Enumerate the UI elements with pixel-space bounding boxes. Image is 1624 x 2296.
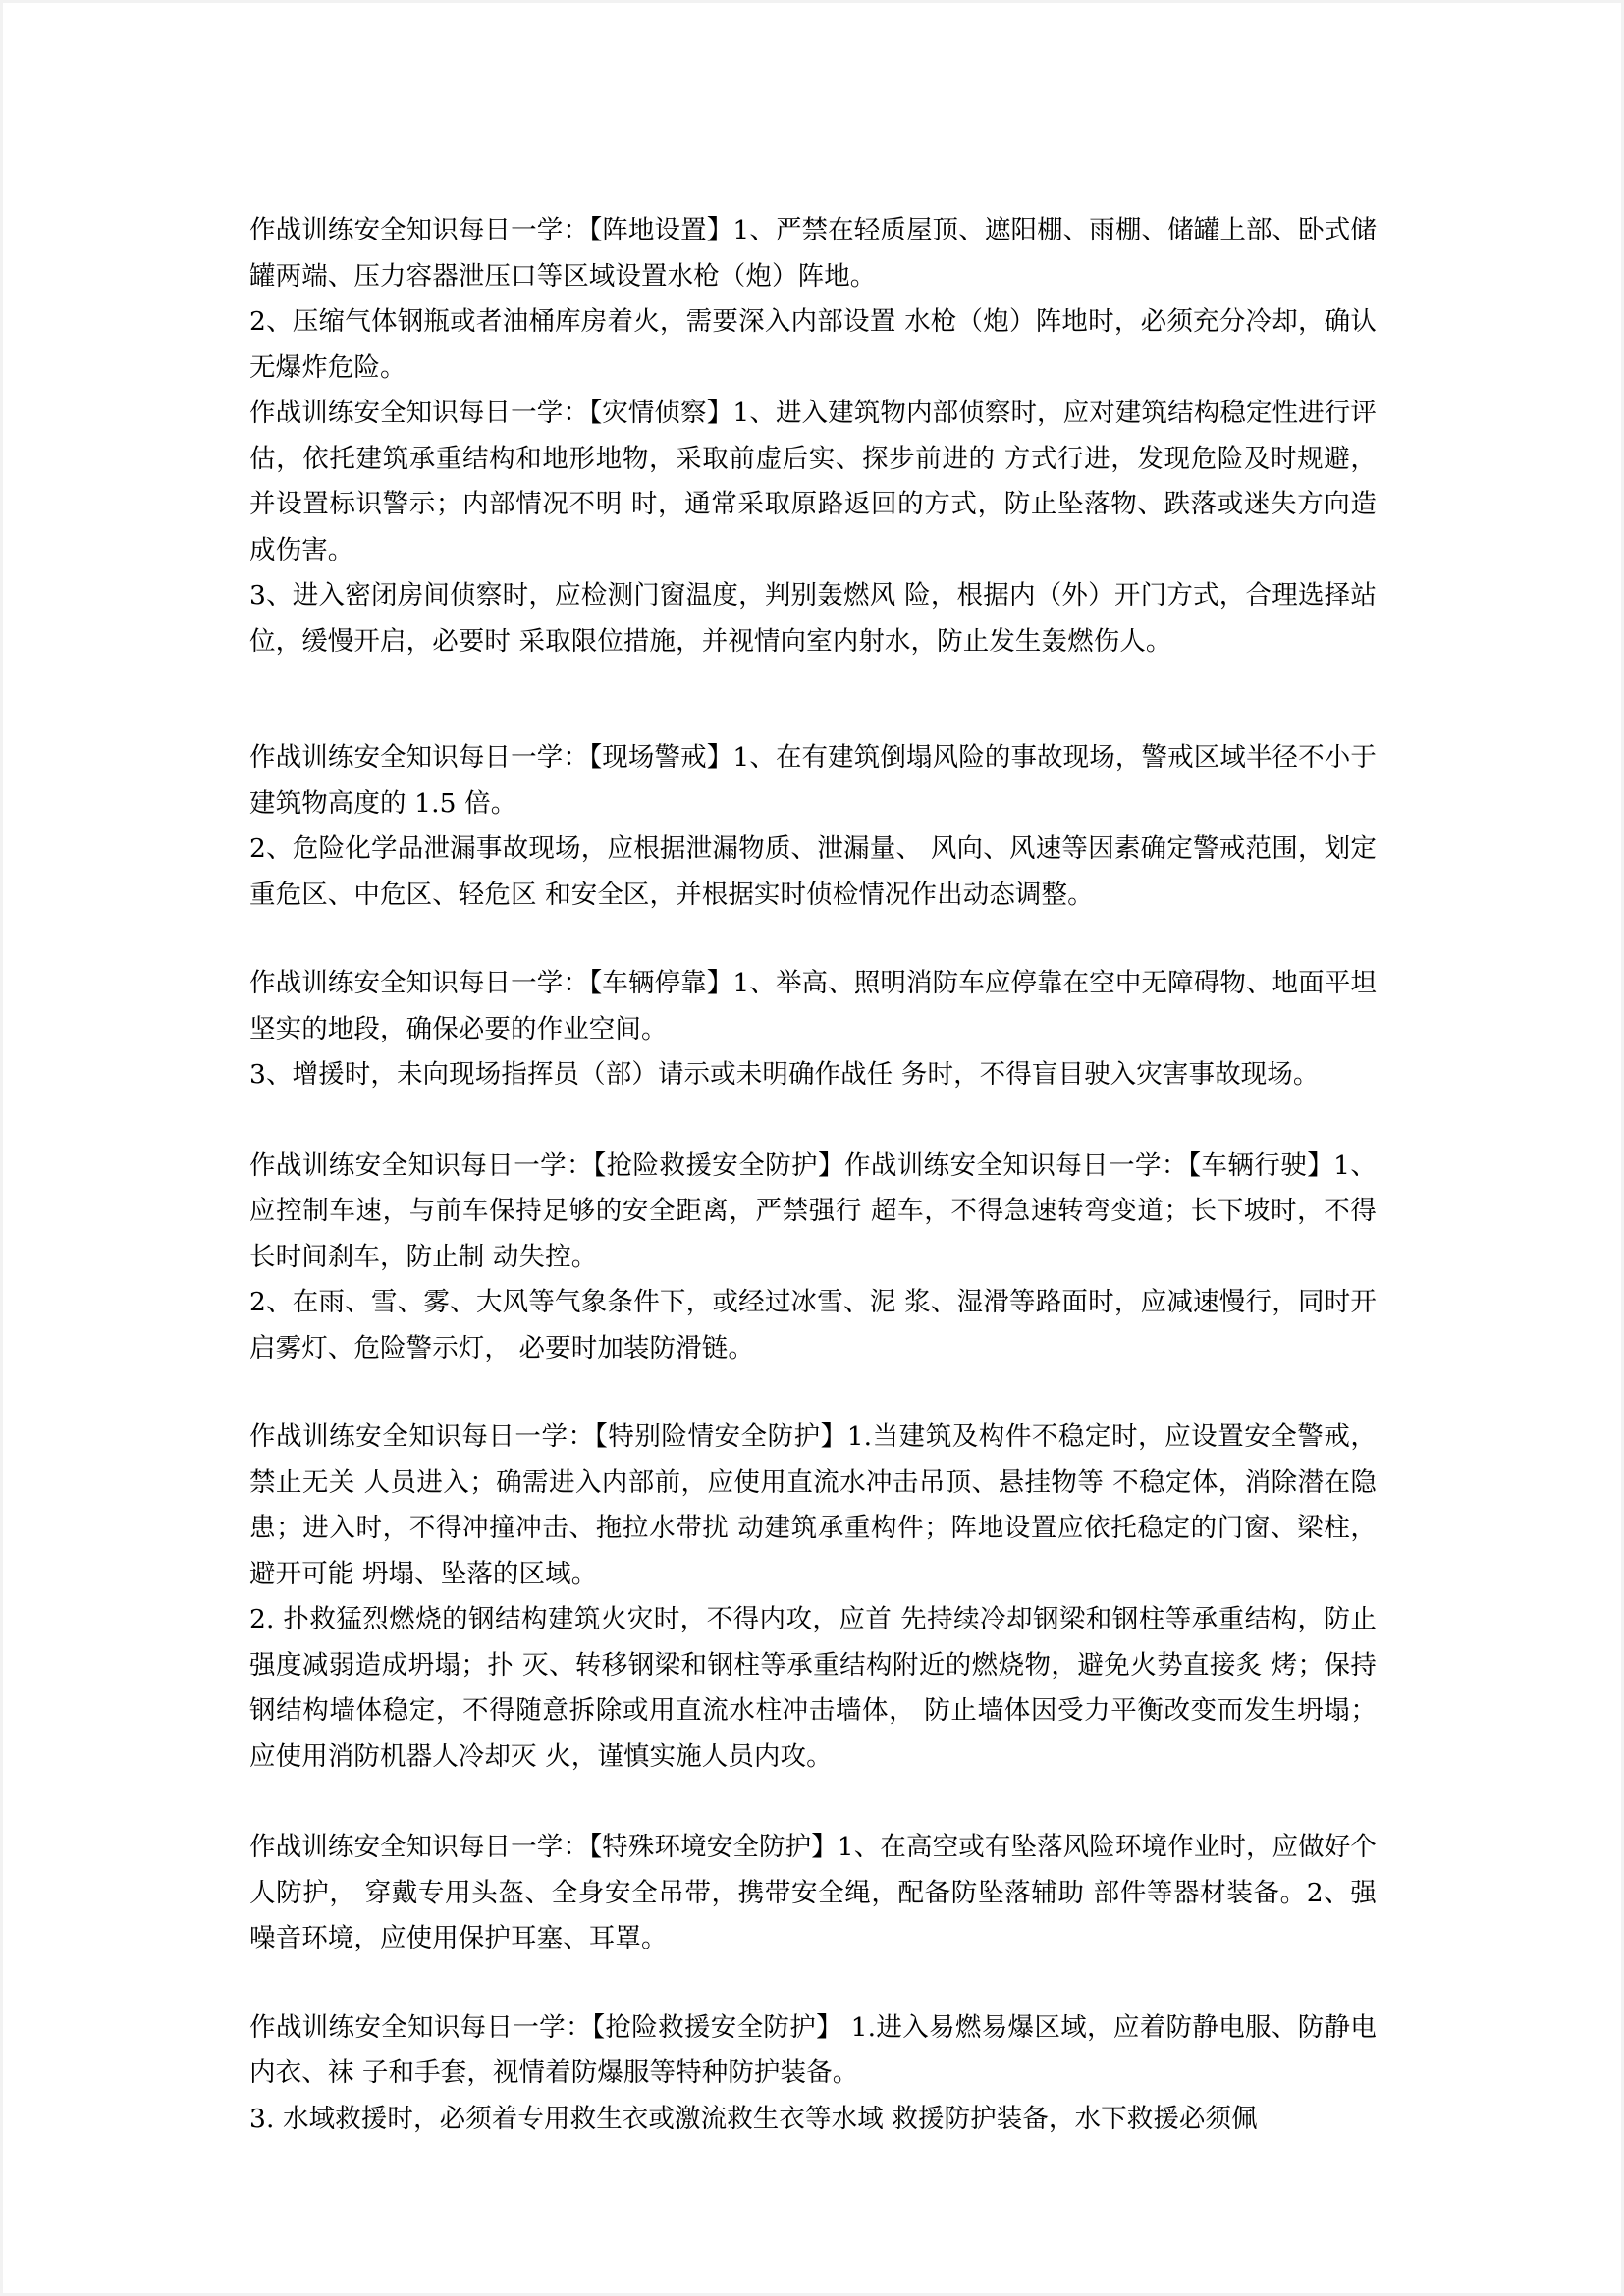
block-spacer	[249, 665, 1377, 735]
paragraph: 2、在雨、雪、雾、大风等气象条件下，或经过冰雪、泥 浆、湿滑等路面时，应减速慢行，同时开启雾灯、危险警示灯， 必要时加装防滑链。	[249, 1287, 1377, 1363]
block-spacer	[249, 1780, 1377, 1825]
paragraph: 2、危险化学品泄漏事故现场，应根据泄漏物质、泄漏量、 风向、风速等因素确定警戒范围，划定重危区、中危区、轻危区 和安全区，并根据实时侦检情况作出动态调整。	[249, 833, 1377, 910]
paragraph: 3、进入密闭房间侦察时，应检测门窗温度，判别轰燃风 险，根据内（外）开门方式，合理选择站位，缓慢开启，必要时 采取限位措施，并视情向室内射水，防止发生轰燃伤人。	[249, 580, 1377, 657]
paragraph: 作战训练安全知识每日一学：【灾情侦察】1、进入建筑物内部侦察时，应对建筑结构稳定性进行评 估，依托建筑承重结构和地形地物，采取前虚后实、探步前进的 方式行进，发现危险及时规避，并设置标识警示；内部情况不明 时，通常采取原路返回的方式，防止坠落物、跌落或迷失方向造 成伤害。	[249, 398, 1377, 565]
block-spacer	[249, 1371, 1377, 1415]
paragraph: 作战训练安全知识每日一学：【阵地设置】1、严禁在轻质屋顶、遮阳棚、雨棚、储罐上部、卧式储 罐两端、压力容器泄压口等区域设置水枪（炮）阵地。	[249, 215, 1377, 292]
block-spacer	[249, 1098, 1377, 1144]
page-border-top	[0, 0, 1624, 3]
page-border-left	[0, 0, 3, 2296]
text-block-5	[249, 1415, 1377, 1780]
text-block-1	[249, 208, 1377, 665]
paragraph: 作战训练安全知识每日一学：【现场警戒】1、在有建筑倒塌风险的事故现场，警戒区域半径不小于 建筑物高度的 1.5 倍。	[249, 742, 1377, 819]
paragraph: 2、压缩气体钢瓶或者油桶库房着火，需要深入内部设置 水枪（炮）阵地时，必须充分冷却，确认无爆炸危险。	[249, 306, 1377, 383]
text-block-7	[249, 2005, 1377, 2143]
paragraph: 作战训练安全知识每日一学：【特别险情安全防护】1.当建筑及构件不稳定时，应设置安全警戒，禁止无关 人员进入；确需进入内部前，应使用直流水冲击吊顶、悬挂物等 不稳定体，消除潜在隐患；进入时，不得冲撞冲击、拖拉水带扰 动建筑承重构件；阵地设置应依托稳定的门窗、梁柱，避开可能 坍塌、坠落的区域。	[249, 1421, 1377, 1589]
text-block-4	[249, 1144, 1377, 1372]
paragraph: 2. 扑救猛烈燃烧的钢结构建筑火灾时，不得内攻，应首 先持续冷却钢梁和钢柱等承重结构，防止强度减弱造成坍塌；扑 灭、转移钢梁和钢柱等承重结构附近的燃烧物，避免火势直接炙 烤；保持钢结构墙体稳定，不得随意拆除或用直流水柱冲击墙体， 防止墙体因受力平衡改变而发生坍塌；应使用消防机器人冷却灭 火，谨慎实施人员内攻。	[249, 1604, 1377, 1772]
paragraph: 3、增援时，未向现场指挥员（部）请示或未明确作战任 务时，不得盲目驶入灾害事故现场。	[249, 1059, 1320, 1090]
paragraph: 作战训练安全知识每日一学：【抢险救援安全防护】 1.进入易燃易爆区域，应着防静电服、防静电内衣、袜 子和手套，视情着防爆服等特种防护装备。	[249, 2011, 1377, 2088]
paragraph: 作战训练安全知识每日一学：【车辆停靠】1、举高、照明消防车应停靠在空中无障碍物、地面平坦坚实的地段，确保必要的作业空间。	[249, 968, 1377, 1044]
paragraph: 作战训练安全知识每日一学：【抢险救援安全防护】作战训练安全知识每日一学：【车辆行驶】1、应控制车速，与前车保持足够的安全距离，严禁强行 超车，不得急速转弯变道；长下坡时，不得长时间刹车，防止制 动失控。	[249, 1149, 1377, 1272]
paragraph: 作战训练安全知识每日一学：【特殊环境安全防护】1、在高空或有坠落风险环境作业时，应做好个人防护， 穿戴专用头盔、全身安全吊带，携带安全绳，配备防坠落辅助 部件等器材装备。2、强噪音环境，应使用保护耳塞、耳罩。	[249, 1832, 1377, 1953]
text-block-6	[249, 1825, 1377, 1962]
paragraph: 3. 水域救援时，必须着专用救生衣或激流救生衣等水域 救援防护装备，水下救援必须佩	[249, 2103, 1258, 2134]
document-body	[249, 208, 1377, 2142]
block-spacer	[249, 918, 1377, 961]
text-block-3	[249, 961, 1377, 1098]
block-spacer	[249, 1962, 1377, 2005]
text-block-2	[249, 735, 1377, 918]
